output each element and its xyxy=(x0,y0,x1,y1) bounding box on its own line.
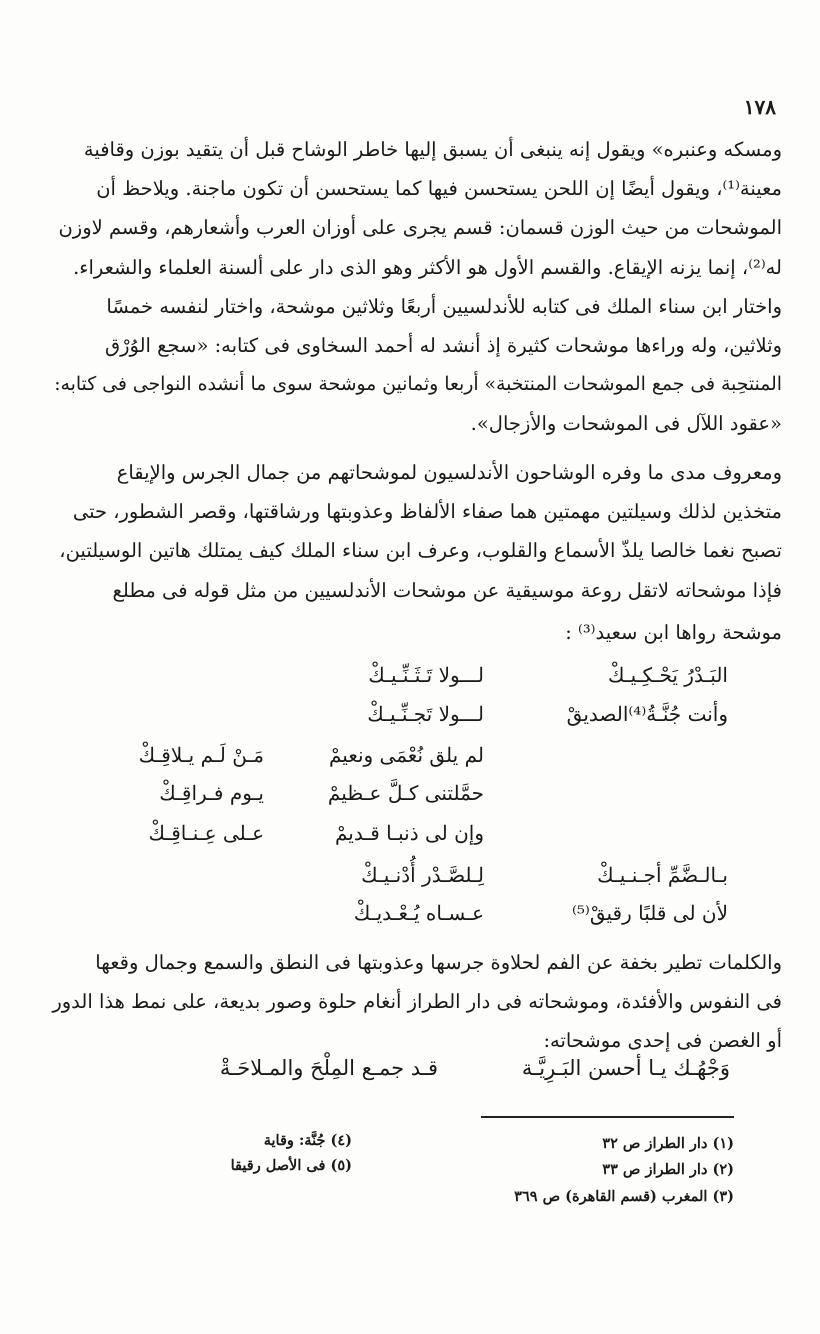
page-number: ١٧٨ xyxy=(743,95,776,119)
poem-intro: موشحة رواها ابن سعيد⁽³⁾ : xyxy=(565,621,782,644)
final-verse-left: قـد جمـع المِلْحَ والمـلاحَـةْ xyxy=(219,1056,438,1080)
final-verse-right: وَجْهُـك يـا أحسن البَـرِيَّـة xyxy=(521,1056,730,1080)
text-line: فى النفوس والأفئدة، وموشحاته فى دار الطراز أنغام حلوة وصور بديعة، على نمط هذا الدور xyxy=(52,990,782,1014)
poem-verse: وإن لى ذنبـا قـديمْ xyxy=(335,821,484,845)
text-line: متخذين لذلك وسيلتين مهمتين هما صفاء الألفاظ وعذوبتها ورشاقتها، وقصر الشطور، حتى xyxy=(72,500,782,524)
text-line: «عقود اللآل فى الموشحات والأزجال». xyxy=(470,412,782,436)
text-line: وثلاثين، وله وراءها موشحات كثيرة إذ أنشد له أحمد السخاوى فى كتابه: «سجع الوُرْق xyxy=(104,333,782,357)
paragraph-1 xyxy=(46,130,782,444)
poem-verse: البَـدْرُ يَحْـكِـيـكْ xyxy=(607,663,728,687)
text-line: معينة⁽¹⁾، ويقول أيضًا إن اللحن يستحسن فيها كما يستحسن أن تكون ماجنة. ويلاحظ أن xyxy=(96,177,782,201)
paragraph-2 xyxy=(46,453,782,610)
text-line: المنتحِبة فى جمع الموشحات المنتخبة» أربعا وثمانين موشحة سوى ما أنشده النواجى فى كتابه: xyxy=(54,374,782,396)
poem-verse: عـلى عِـنـاقِـكْ xyxy=(148,821,264,845)
text-line: والكلمات تطير بخفة عن الفم لحلاوة جرسها وعذوبتها فى النطق والسمع وجمال وقعها xyxy=(95,951,782,974)
poem-verse: لم يلق نُعْمَى ونعيمْ xyxy=(328,743,484,767)
poem-verse: مَـنْ لَـم يـلاقِـكْ xyxy=(138,743,264,767)
text-line: ومسكه وعنبره» ويقول إنه ينبغى أن يسبق إليها خاطر الوشاح قبل أن يتقيد بوزن وقافية xyxy=(83,138,782,161)
text-line: واختار ابن سناء الملك فى كتابه للأندلسيين أربعًا وثلاثين موشحة، واختار لنفسه خمسًا xyxy=(106,294,782,318)
footnote: (٢) دار الطراز ص ٣٣ xyxy=(602,1161,734,1178)
poem-verse: يـوم فـراقِـكْ xyxy=(159,781,264,805)
text-line: فإذا موشحاته لاتقل روعة موسيقية عن موشحات الأندلسيين من مثل قوله فى مطلع xyxy=(112,578,782,602)
footnote: (٥) فى الأصل رقيقا xyxy=(230,1157,352,1174)
text-line: تصبح نغما خالصا يلذّ الأسماع والقلوب، وعرف ابن سناء الملك كيف يمتلك هاتين الوسيلتين، xyxy=(59,539,782,563)
poem-verse: وأنت جُنَّـةُ⁽⁴⁾الصديقْ xyxy=(566,702,728,726)
poem-verse: لـــولا تَجـنِّـيـكْ xyxy=(367,702,484,726)
footnote: (٣) المغرب (قسم القاهرة) ص ٣٦٩ xyxy=(514,1188,734,1205)
text-line: الموشحات من حيث الوزن قسمان: قسم يجرى على أوزان العرب وأشعارهم، وقسم لاوزن xyxy=(58,216,782,240)
footnote-divider xyxy=(481,1116,734,1118)
poem-verse: لِـلصَّـدْر أُدْنـيـكْ xyxy=(361,863,484,887)
footnote: (١) دار الطراز ص ٣٢ xyxy=(602,1135,734,1152)
poem-verse: عـسـاه يُـعْـديـكْ xyxy=(353,901,484,925)
poem-verse: بـالـضَّمِّ أجـنـيـكْ xyxy=(597,863,728,887)
poem-verse: حمَّلتنى كـلَّ عـظيمْ xyxy=(327,781,484,805)
text-line: أو الغصن فى إحدى موشحاته: xyxy=(543,1029,782,1053)
poem-verse: لـــولا تَـثَـنِّـيـكْ xyxy=(368,663,484,687)
footnote: (٤) جُنَّة: وقاية xyxy=(263,1132,352,1149)
text-line: ومعروف مدى ما وفره الوشاحون الأندلسيون لموشحاتهم من جمال الجرس والإيقاع xyxy=(116,461,782,484)
paragraph-3 xyxy=(46,943,782,1061)
poem-verse: لأن لى قلبًا رقيقْ⁽⁵⁾ xyxy=(571,901,728,925)
text-line: له⁽²⁾، إنما يزنه الإيقاع. والقسم الأول هو الأكثر وهو الذى دار على ألسنة العلماء والشعراء. xyxy=(73,255,782,279)
